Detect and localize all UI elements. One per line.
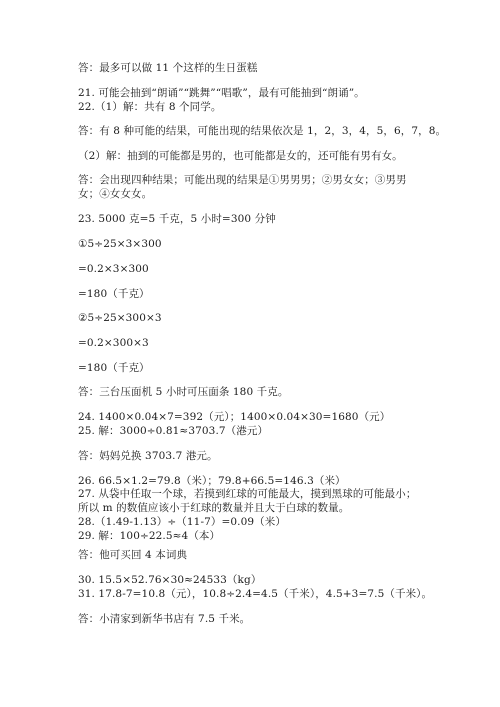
problem-22-part-2: （2）解：抽到的可能都是男的，也可能都是女的，还可能有男有女。	[78, 150, 403, 162]
answer-line-22-2: 答：会出现四种结果；可能出现的结果是①男男男；②男女女；③男男女；④女女女。	[78, 174, 407, 200]
answer-line-29: 答：他可买回 4 本词典	[78, 549, 188, 561]
problem-22-part-1: 22.（1）解：共有 8 个同学。	[78, 101, 222, 113]
method-1-step-2: =0.2×3×300	[78, 263, 149, 275]
method-2-step-2: =0.2×300×3	[78, 337, 149, 349]
problem-26: 26. 66.5×1.2=79.8（米）；79.8+66.5=146.3（米）	[78, 475, 346, 487]
answer-line-31: 答：小清家到新华书店有 7.5 千米。	[78, 613, 251, 625]
answer-line-25: 答：妈妈兑换 3703.7 港元。	[78, 450, 218, 462]
method-2-result: =180（千克）	[78, 362, 150, 374]
answer-line-cake: 答：最多可以做 11 个这样的生日蛋糕	[78, 62, 258, 74]
method-1-step-1: ①5÷25×3×300	[78, 238, 162, 250]
problem-29: 29. 解：100÷22.5≈4（本）	[78, 530, 221, 542]
answer-line-22-1: 答：有 8 种可能的结果，可能出现的结果依次是 1，2，3，4，5，6，7，8。	[78, 125, 447, 137]
problem-24: 24. 1400×0.04×7=392（元）；1400×0.04×30=1680（元）	[78, 411, 391, 423]
problem-27: 27. 从袋中任取一个球，若摸到红球的可能最大，摸到黑球的可能最小；所以 m 的数值应该小于红球的数量并且大于白球的数量。	[78, 488, 417, 514]
problem-28: 28.（1.49-1.13）÷（11-7）=0.09（米）	[78, 516, 286, 528]
method-2-step-1: ②5÷25×300×3	[78, 312, 162, 324]
answer-line-23: 答：三台压面机 5 小时可压面条 180 千克。	[78, 386, 289, 398]
problem-21: 21. 可能会抽到“朗诵”“跳舞”“唱歌”，最有可能抽到“朗诵”。	[78, 87, 365, 99]
problem-31: 31. 17.8-7=10.8（元），10.8÷2.4=4.5（千米），4.5+3=7.5（千米）。	[78, 588, 433, 600]
problem-23: 23. 5000 克=5 千克，5 小时=300 分钟	[78, 213, 276, 225]
method-1-result: =180（千克）	[78, 288, 150, 300]
problem-30: 30. 15.5×52.76×30≈24533（kg）	[78, 574, 262, 586]
problem-25: 25. 解：3000÷0.81≈3703.7（港元）	[78, 425, 269, 437]
